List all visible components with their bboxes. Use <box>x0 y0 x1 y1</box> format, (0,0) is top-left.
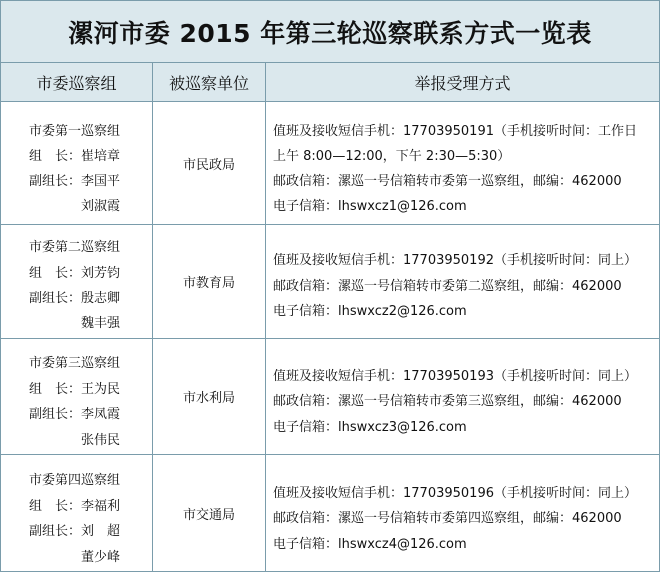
inspected-unit: 市水利局 <box>182 391 235 406</box>
group-leader: 组 长：刘芳钧 <box>29 266 121 281</box>
group-deputy: 副组长：李凤霞 <box>29 407 121 422</box>
email-line: 电子信箱：lhswxcz1@126.com <box>273 199 467 214</box>
inspected-unit: 市交通局 <box>182 507 235 523</box>
group-cell <box>1 225 152 338</box>
report-methods-cell <box>266 339 659 454</box>
phone-line: 值班及接收短信手机：17703950192（手机接听时间：同上） <box>273 253 637 268</box>
report-methods-cell <box>266 102 659 224</box>
table-row <box>1 225 659 339</box>
header-report-methods: 举报受理方式 <box>266 63 659 102</box>
group-deputy: 副组长：刘 超 <box>29 524 121 539</box>
header-inspected-unit: 被巡察单位 <box>153 63 265 102</box>
group-name: 市委第一巡察组 <box>29 124 121 139</box>
phone-line: 值班及接收短信手机：17703950191（手机接听时间：工作日 <box>273 124 637 139</box>
header-inspection-group: 市委巡察组 <box>1 63 152 102</box>
table-row <box>1 455 659 571</box>
group-cell <box>1 455 152 571</box>
phone-line: 值班及接收短信手机：17703950193（手机接听时间：同上） <box>273 369 637 384</box>
group-leader: 组 长：崔培章 <box>29 149 121 164</box>
group-name: 市委第四巡察组 <box>29 473 121 488</box>
group-deputy: 副组长：李国平 <box>29 174 121 189</box>
group-deputy-2: 魏丰强 <box>81 316 121 331</box>
group-deputy: 副组长：殷志卿 <box>29 291 121 306</box>
mailbox-line: 邮政信箱：漯巡一号信箱转市委第四巡察组，邮编：462000 <box>273 511 622 526</box>
group-deputy-2: 张伟民 <box>81 433 121 448</box>
column-divider <box>265 63 266 571</box>
group-deputy-2: 刘淑霞 <box>81 199 121 214</box>
email-line: 电子信箱：lhswxcz3@126.com <box>273 420 467 435</box>
mailbox-line: 邮政信箱：漯巡一号信箱转市委第二巡察组，邮编：462000 <box>273 279 622 294</box>
table-row <box>1 102 659 225</box>
group-deputy-2: 董少峰 <box>81 550 121 565</box>
group-name: 市委第三巡察组 <box>29 356 121 371</box>
mailbox-line: 邮政信箱：漯巡一号信箱转市委第一巡察组，邮编：462000 <box>273 174 622 189</box>
report-methods-cell <box>266 455 659 571</box>
group-name: 市委第二巡察组 <box>29 240 121 255</box>
mailbox-line: 邮政信箱：漯巡一号信箱转市委第三巡察组，邮编：462000 <box>273 394 622 409</box>
table-title: 漯河市委 2015 年第三轮巡察联系方式一览表 <box>1 1 659 63</box>
group-cell <box>1 102 152 224</box>
group-leader: 组 长：王为民 <box>29 382 121 397</box>
report-methods-cell <box>266 225 659 338</box>
email-line: 电子信箱：lhswxcz4@126.com <box>273 537 467 552</box>
table-row <box>1 339 659 455</box>
column-divider <box>152 63 153 571</box>
phone-line: 值班及接收短信手机：17703950196（手机接听时间：同上） <box>273 486 637 501</box>
group-leader: 组 长：李福利 <box>29 499 121 514</box>
group-cell <box>1 339 152 454</box>
inspected-unit: 市民政局 <box>182 157 235 173</box>
phone-hours-line: 上午 8:00—12:00，下午 2:30—5:30） <box>273 149 511 164</box>
inspected-unit: 市教育局 <box>182 276 235 291</box>
email-line: 电子信箱：lhswxcz2@126.com <box>273 304 467 319</box>
